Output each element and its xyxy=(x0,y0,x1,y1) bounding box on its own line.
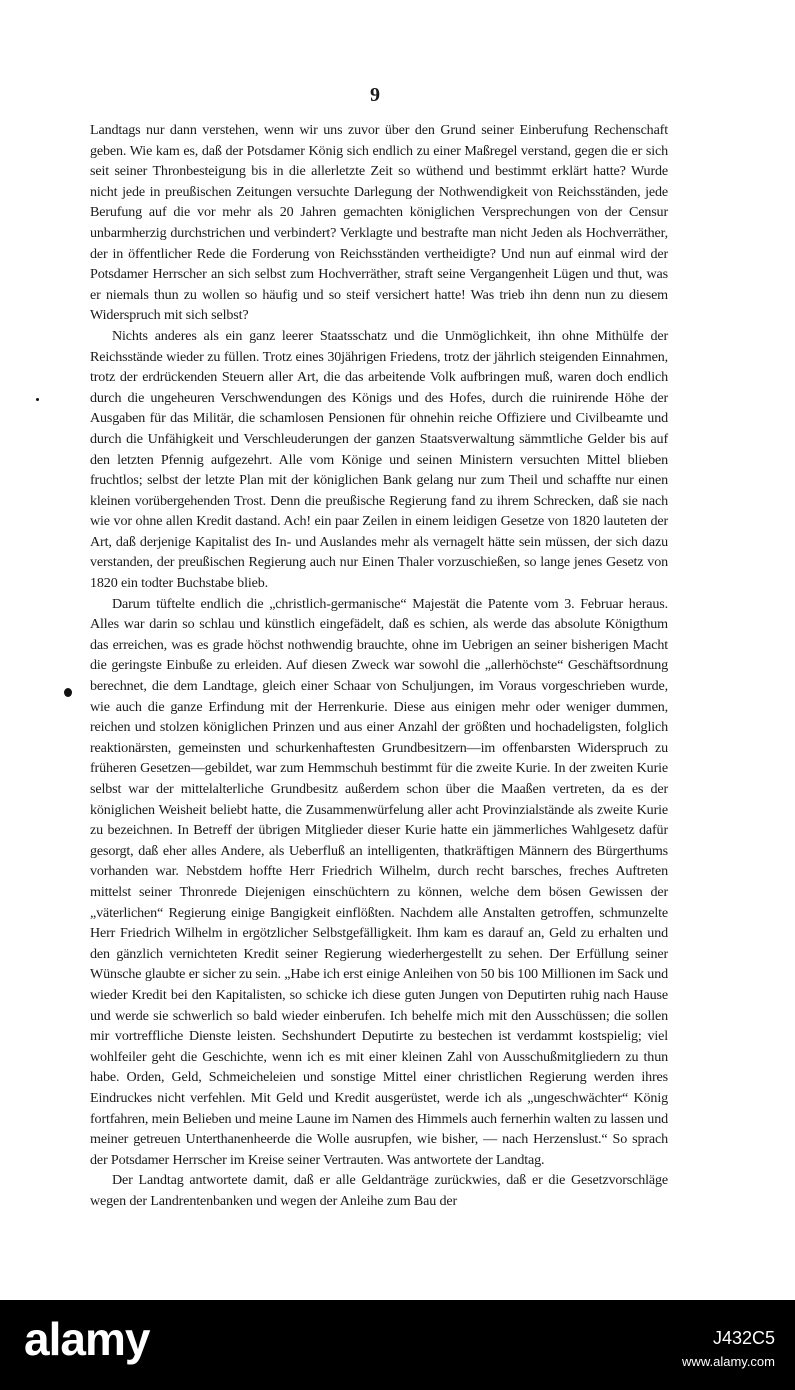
paragraph-1: Landtags nur dann verstehen, wenn wir uns zuvor über den Grund seiner Einberufung Rechenschaft geben. Wie kam es, daß der Potsdamer König sich endlich zu einer Maßregel verstand, gegen die er sich seit seiner Thronbesteigung bis in die allerletzte Zeit so wüthend und bestimmt erklärt hatte? Wurde nicht jede in preußischen Zeitungen versuchte Darlegung der Nothwendigkeit von Reichsständen, jede Berufung auf die vor mehr als 20 Jahren gemachten königlichen Versprechungen von der Censur unbarmherzig durchstrichen und verbindert? Verklagte und bestrafte man nicht Jeden als Hochverräther, der in öffentlicher Rede die Forderung von Reichsständen vertheidigte? Und nun auf einmal wird der Potsdamer Herrscher an sich selbst zum Hochverräther, straft seine Vergangenheit Lügen und thut, was er niemals thun zu wollen so häufig und so steif versichert hatte! Was trieb ihn denn nun zu diesem Widerspruch mit sich selbst? xyxy=(90,122,668,324)
paragraph-4: Der Landtag antwortete damit, daß er alle Geldanträge zurückwies, daß er die Gesetzvorschläge wegen der Landrentenbanken und wegen der Anleihe zum Bau der xyxy=(90,1172,668,1209)
page-number: 9 xyxy=(370,84,380,106)
stock-footer xyxy=(0,1300,795,1390)
ink-speck xyxy=(36,398,39,401)
paragraph-3: Darum tüftelte endlich die „christlich-germanische“ Majestät die Patente vom 3. Februar heraus. Alles war darin so schlau und künstlich eingefädelt, daß es schien, als werde das absolute Königthum das erreichen, was es grade höchst nothwendig brauchte, ohne im Uebrigen an seiner bisherigen Macht die geringste Einbuße zu erleiden. Auf diesen Zweck war sowohl die „allerhöchste“ Geschäftsordnung berechnet, die dem Landtage, gleich einer Schaar von Schuljungen, im Voraus vorgeschrieben wurde, wie auch die ganze Erfindung mit der Herrenkurie. Diese aus einigen mehr oder weniger dummen, reichen und stolzen königlichen Prinzen und aus einer Anzahl der größten und hochadeligsten, folglich reaktionärsten, gemeinsten und schurkenhaftesten Grundbesitzern—im offenbarsten Widerspruch zu früheren Gesetzen—gebildet, war zum Hemmschuh bestimmt für die zweite Kurie. In der zweiten Kurie selbst war der mittelalterliche Grundbesitz außerdem schon über die Maaßen vertreten, da es der königlichen Weisheit beliebt hatte, die Zusammenwürfelung aller acht Provinzialstände als zweite Kurie zu bezeichnen. In Betreff der übrigen Mitglieder dieser Kurie hatte ein jämmerliches Wahlgesetz dafür gesorgt, daß eher alles Andere, als Ueberfluß an intelligenten, thatkräftigen Männern des Bürgerthums vorhanden war. Nebstdem hoffte Herr Friedrich Wilhelm, durch recht barsches, freches Auftreten mittelst seiner Thronrede Diejenigen einschüchtern zu können, welche dem bösen Gewissen der „väterlichen“ Regierung einige Bangigkeit einflößten. Nachdem alle Anstalten getroffen, schmunzelte Herr Friedrich Wilhelm in ergötzlicher Selbstgefälligkeit. Ihm kam es darauf an, Geld zu erhalten und den gänzlich vernichteten Kredit seiner Regierung wiederhergestellt zu sehen. Der Erfüllung seiner Wünsche glaubte er sicher zu sein. „Habe ich erst einige Anleihen von 50 bis 100 Millionen im Sack und wieder Kredit bei den Kapitalisten, so schicke ich diese guten Jungen von Deputirten ruhig nach Hause und werde sie schwerlich so bald wieder einberufen. Ich behelfe mich mit den Ausschüssen; die sollen mir vortreffliche Dienste leisten. Sechshundert Deputirte zu bestechen ist verdammt kostspielig; viel wohlfeiler geht die Geschichte, wenn ich es mit einer kleinen Zahl von Ausschußmitgliedern zu thun habe. Orden, Geld, Schmeicheleien und sonstige Mittel einer christlichen Regierung werden ihres Eindruckes nicht verfehlen. Mit Geld und Kredit ausgerüstet, werde ich als „ungeschwächter“ König fortfahren, mein Belieben und meine Laune im Namen des Himmels auch fernerhin walten zu lassen und meiner getreuen Unterthanenheerde die Wolle ausrupfen, wie bisher, — nach Herzenslust.“ So sprach der Potsdamer Herrscher im Kreise seiner Vertrauten. Was antwortete der Landtag. xyxy=(90,595,668,1168)
stock-image-id: J432C5 xyxy=(712,1328,775,1348)
stock-url: www.alamy.com xyxy=(682,1354,775,1369)
ink-spot xyxy=(64,688,72,697)
paragraph-2: Nichts anderes als ein ganz leerer Staatsschatz und die Unmöglichkeit, ihn ohne Mithülfe der Reichsstände wieder zu füllen. Trotz eines 30jährigen Friedens, trotz der jährlich steigenden Einnahmen, trotz der erdrückenden Steuern aller Art, die das arbeitende Volk aufbringen muß, waren doch endlich durch die ungeheuren Verschwendungen des Königs und des Hofes, durch die ruinirende Höhe der Ausgaben für das Militär, die schamlosen Pensionen für ohnehin reiche Offiziere und Civilbeamte und durch die Unfähigkeit und Verschleuderungen der ganzen Staatsverwaltung sämmtliche Gelder bis auf den letzten Pfennig aufgezehrt. Alle vom Könige und seinen Ministern versuchten Mittel blieben fruchtlos; selbst der letzte Plan mit der königlichen Bank gelang nur zum Theil und schaffte nur einen kleinen vorübergehenden Trost. Denn die preußische Regierung fand zu ihrem Schrecken, daß sie nach wie vor ohne allen Kredit dastand. Ach! ein paar Zeilen in einem leidigen Gesetze von 1820 lauteten der Art, daß derjenige Kapitalist des In- und Auslandes mehr als vernagelt hätte sein müssen, der sich dazu verstanden, der preußischen Regierung auch nur Einen Thaler vorzuschießen, so lange jenes Gesetz von 1820 ein todter Buchstabe blieb. xyxy=(90,327,668,592)
alamy-logo: alamy xyxy=(24,1313,150,1365)
body-text xyxy=(90,120,668,1211)
